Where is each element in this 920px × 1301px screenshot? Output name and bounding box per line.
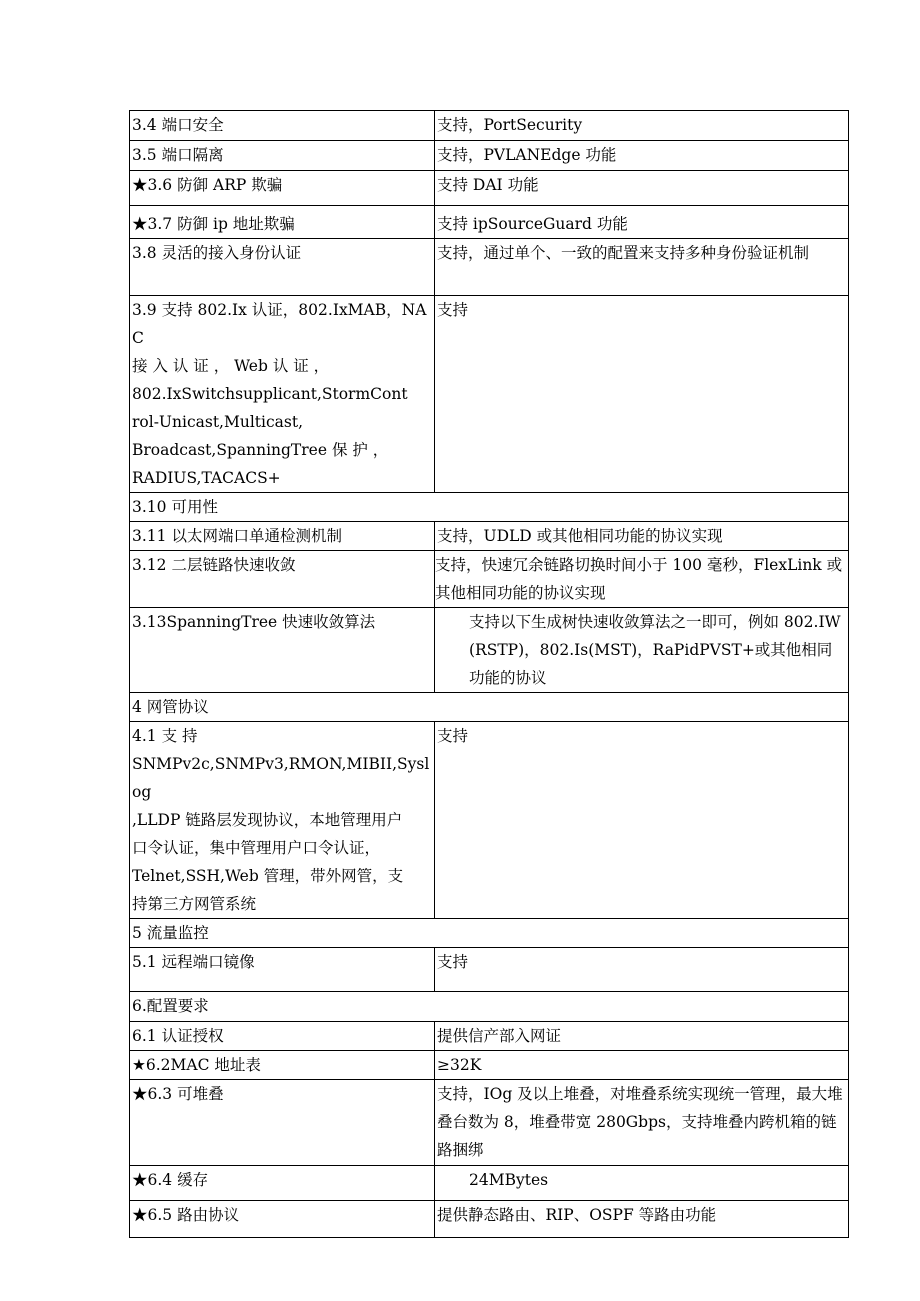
row-value: 24MBytes: [435, 1166, 849, 1201]
table-row: [130, 141, 849, 171]
row-label: 6.1 认证授权: [130, 1022, 435, 1051]
section-heading: 5 流量监控: [130, 919, 849, 948]
row-label: 3.11 以太网端口单通检测机制: [130, 522, 435, 551]
row-value: [435, 551, 849, 608]
row-value: 支持 ipSourceGuard 功能: [435, 206, 849, 239]
table-row: [130, 1022, 849, 1051]
table-row: [130, 1051, 849, 1080]
row-label: 3.12 二层链路快速收敛: [130, 551, 435, 608]
row-value: 支持，通过单个、一致的配置来支持多种身份验证机制: [435, 239, 849, 296]
row-value: [435, 608, 849, 693]
row-label: ★6.4 缓存: [130, 1166, 435, 1201]
text-line: ,LLDP 链路层发现协议，本地管理用户: [132, 811, 403, 829]
row-label: 3.13SpanningTree 快速收敛算法: [130, 608, 435, 693]
text-line: 4.1 支 持: [132, 727, 198, 745]
row-value: 支持，PortSecurity: [435, 111, 849, 141]
value-text: 支持以下生成树快速收敛算法之一即可，例如 802.IW(RSTP)，802.Is(MST)，RaPidPVST+或其他相同功能的协议: [469, 613, 841, 687]
row-label-multiline: [130, 296, 435, 493]
table-row: [130, 1166, 849, 1201]
row-label: 3.8 灵活的接入身份认证: [130, 239, 435, 296]
text-line: rol-Unicast,Multicast,: [132, 413, 303, 431]
row-value: ≥32K: [435, 1051, 849, 1080]
section-row: [130, 919, 849, 948]
table-row: [130, 722, 849, 919]
spec-table: [129, 110, 849, 1238]
section-row: [130, 992, 849, 1022]
text-line: 口令认证，集中管理用户口令认证，: [132, 839, 381, 857]
section-row: [130, 493, 849, 522]
table-row: [130, 522, 849, 551]
section-row: [130, 693, 849, 722]
text-line: Telnet,SSH,Web 管理，带外网管，支: [132, 867, 404, 885]
table-row: [130, 948, 849, 992]
row-value: 支持: [435, 296, 849, 493]
row-label: ★6.2MAC 地址表: [130, 1051, 435, 1080]
text-line: 持第三方网管系统: [132, 895, 257, 913]
row-label: 3.4 端口安全: [130, 111, 435, 141]
text-line: Broadcast,SpanningTree 保 护 ，: [132, 441, 389, 459]
value-text: 支持，快速冗余链路切换时间小于 100 毫秒，FlexLink 或其他相同功能的协议实现: [435, 556, 843, 602]
row-value: 支持: [435, 722, 849, 919]
text-line: 802.IxSwitchsupplicant,StormCont: [132, 385, 408, 403]
row-value: 提供信产部入网证: [435, 1022, 849, 1051]
text-line: 3.9 支持 802.Ix 认证，802.IxMAB，NAC: [132, 301, 427, 347]
table-row: [130, 1201, 849, 1238]
table-row: [130, 1080, 849, 1166]
row-label-multiline: [130, 722, 435, 919]
row-label: ★6.3 可堆叠: [130, 1080, 435, 1166]
row-value: 支持，UDLD 或其他相同功能的协议实现: [435, 522, 849, 551]
text-line: 接 入 认 证 ， Web 认 证 ，: [132, 357, 330, 375]
row-label: 3.5 端口隔离: [130, 141, 435, 171]
row-value: 支持 DAI 功能: [435, 171, 849, 206]
table-row: [130, 239, 849, 296]
row-label: ★3.6 防御 ARP 欺骗: [130, 171, 435, 206]
row-value: 支持，IOg 及以上堆叠，对堆叠系统实现统一管理，最大堆叠台数为 8，堆叠带宽 280Gbps，支持堆叠内跨机箱的链路捆绑: [435, 1080, 849, 1166]
table-row: [130, 296, 849, 493]
section-heading: 4 网管协议: [130, 693, 849, 722]
text-line: RADIUS,TACACS+: [132, 469, 281, 487]
text-line: SNMPv2c,SNMPv3,RMON,MIBII,Syslog: [132, 755, 430, 801]
section-heading: 6.配置要求: [130, 992, 849, 1022]
section-heading: 3.10 可用性: [130, 493, 849, 522]
row-label: 5.1 远程端口镜像: [130, 948, 435, 992]
table-row: [130, 551, 849, 608]
table-row: [130, 111, 849, 141]
table-row: [130, 206, 849, 239]
row-label: ★3.7 防御 ip 地址欺骗: [130, 206, 435, 239]
row-value: 提供静态路由、RIP、OSPF 等路由功能: [435, 1201, 849, 1238]
row-label: ★6.5 路由协议: [130, 1201, 435, 1238]
table-row: [130, 608, 849, 693]
row-value: 支持: [435, 948, 849, 992]
row-value: 支持，PVLANEdge 功能: [435, 141, 849, 171]
table-row: [130, 171, 849, 206]
